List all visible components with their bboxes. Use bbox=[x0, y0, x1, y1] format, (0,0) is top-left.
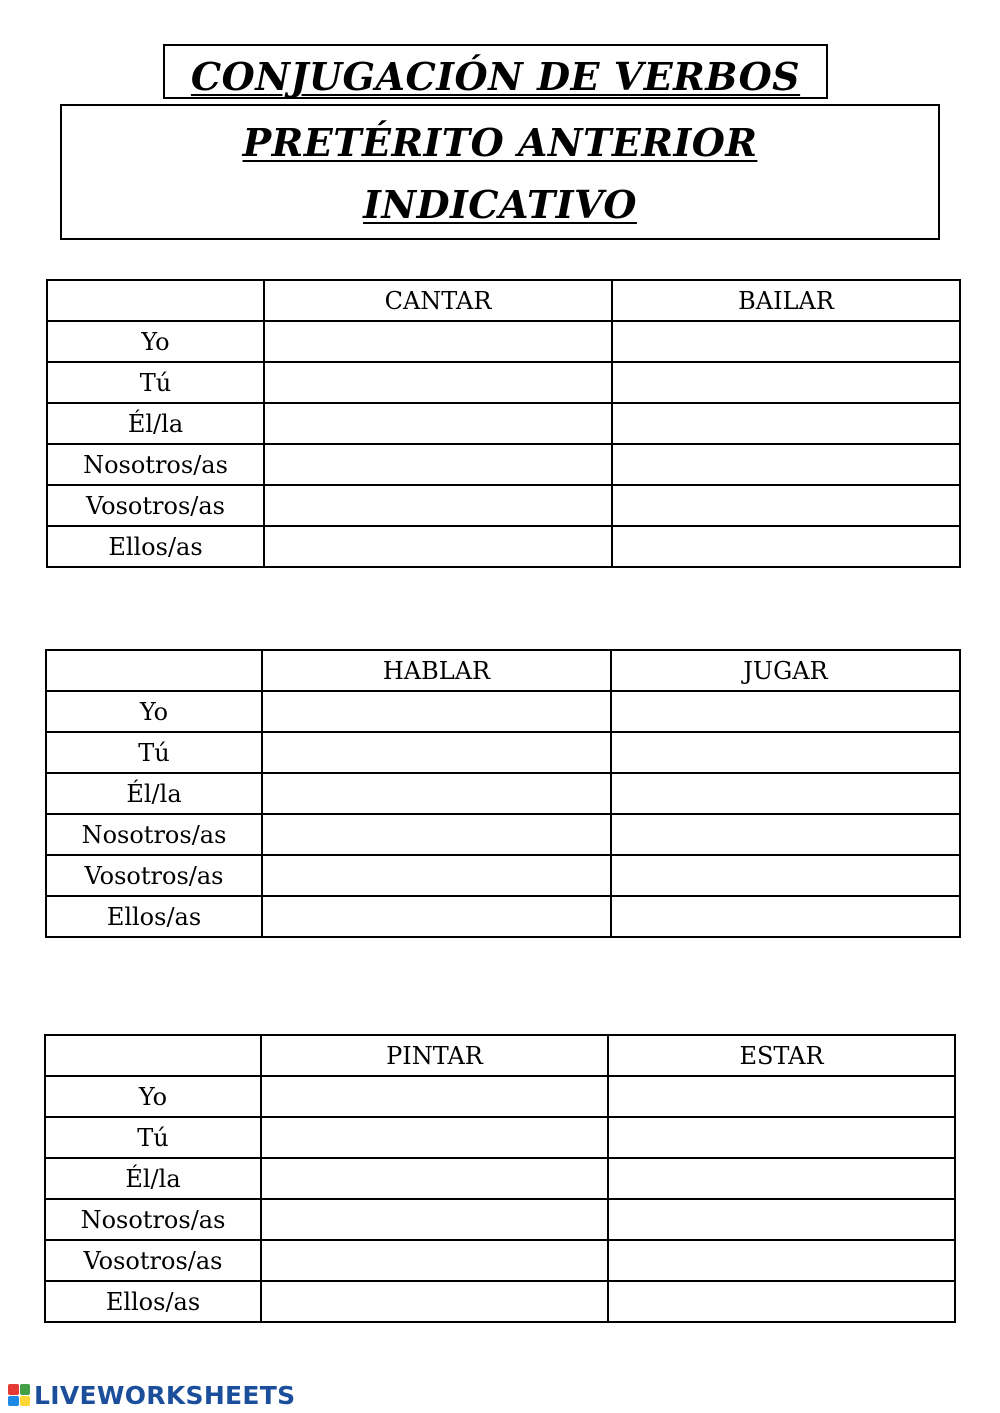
pronoun-label: Nosotros/as bbox=[45, 1199, 261, 1240]
table-row bbox=[46, 773, 960, 814]
header-empty-cell bbox=[45, 1035, 261, 1076]
answer-cell[interactable] bbox=[612, 321, 960, 362]
logo-square bbox=[20, 1384, 31, 1395]
tense-name: PRETÉRITO ANTERIOR bbox=[242, 120, 758, 165]
tense-title-box bbox=[60, 104, 940, 240]
pronoun-label: Él/la bbox=[47, 403, 264, 444]
pronoun-label: Yo bbox=[45, 1076, 261, 1117]
pronoun-label: Vosotros/as bbox=[47, 485, 264, 526]
table-header-row bbox=[46, 650, 960, 691]
answer-cell[interactable] bbox=[608, 1281, 955, 1322]
pronoun-label: Ellos/as bbox=[46, 896, 262, 937]
table-row bbox=[45, 1240, 955, 1281]
pronoun-label: Vosotros/as bbox=[46, 855, 262, 896]
verb-header: JUGAR bbox=[611, 650, 960, 691]
answer-cell[interactable] bbox=[261, 1076, 608, 1117]
answer-cell[interactable] bbox=[611, 855, 960, 896]
answer-cell[interactable] bbox=[608, 1117, 955, 1158]
table-row bbox=[46, 814, 960, 855]
worksheet-title-box bbox=[163, 44, 828, 99]
answer-cell[interactable] bbox=[261, 1199, 608, 1240]
table-row bbox=[45, 1117, 955, 1158]
table-row bbox=[47, 362, 960, 403]
answer-cell[interactable] bbox=[612, 485, 960, 526]
pronoun-label: Él/la bbox=[45, 1158, 261, 1199]
pronoun-label: Ellos/as bbox=[45, 1281, 261, 1322]
table-row bbox=[47, 321, 960, 362]
answer-cell[interactable] bbox=[262, 773, 611, 814]
conjugation-table-2 bbox=[45, 649, 961, 938]
pronoun-label: Yo bbox=[46, 691, 262, 732]
table-row bbox=[45, 1158, 955, 1199]
pronoun-label: Ellos/as bbox=[47, 526, 264, 567]
pronoun-label: Nosotros/as bbox=[46, 814, 262, 855]
answer-cell[interactable] bbox=[608, 1240, 955, 1281]
verb-header: ESTAR bbox=[608, 1035, 955, 1076]
answer-cell[interactable] bbox=[262, 691, 611, 732]
pronoun-label: Tú bbox=[45, 1117, 261, 1158]
conjugation-table-3 bbox=[44, 1034, 956, 1323]
table-row bbox=[46, 855, 960, 896]
answer-cell[interactable] bbox=[611, 691, 960, 732]
table-row bbox=[46, 896, 960, 937]
table-row bbox=[47, 444, 960, 485]
pronoun-label: Yo bbox=[47, 321, 264, 362]
verb-header: PINTAR bbox=[261, 1035, 608, 1076]
table-row bbox=[45, 1076, 955, 1117]
table-row bbox=[47, 403, 960, 444]
answer-cell[interactable] bbox=[262, 896, 611, 937]
answer-cell[interactable] bbox=[611, 896, 960, 937]
table-header-row bbox=[47, 280, 960, 321]
logo-square bbox=[8, 1396, 19, 1407]
answer-cell[interactable] bbox=[262, 732, 611, 773]
table-row bbox=[45, 1281, 955, 1322]
pronoun-label: Él/la bbox=[46, 773, 262, 814]
conjugation-table-1 bbox=[46, 279, 961, 568]
answer-cell[interactable] bbox=[264, 485, 612, 526]
answer-cell[interactable] bbox=[264, 362, 612, 403]
answer-cell[interactable] bbox=[608, 1199, 955, 1240]
pronoun-label: Tú bbox=[46, 732, 262, 773]
verb-header: CANTAR bbox=[264, 280, 612, 321]
answer-cell[interactable] bbox=[261, 1281, 608, 1322]
answer-cell[interactable] bbox=[608, 1158, 955, 1199]
header-empty-cell bbox=[46, 650, 262, 691]
liveworksheets-logo-icon bbox=[8, 1384, 30, 1406]
pronoun-label: Nosotros/as bbox=[47, 444, 264, 485]
answer-cell[interactable] bbox=[612, 403, 960, 444]
answer-cell[interactable] bbox=[612, 526, 960, 567]
pronoun-label: Vosotros/as bbox=[45, 1240, 261, 1281]
answer-cell[interactable] bbox=[608, 1076, 955, 1117]
table-row bbox=[46, 691, 960, 732]
answer-cell[interactable] bbox=[261, 1158, 608, 1199]
answer-cell[interactable] bbox=[611, 732, 960, 773]
answer-cell[interactable] bbox=[264, 403, 612, 444]
answer-cell[interactable] bbox=[612, 444, 960, 485]
answer-cell[interactable] bbox=[611, 814, 960, 855]
answer-cell[interactable] bbox=[264, 321, 612, 362]
table-row bbox=[46, 732, 960, 773]
brand-name: LIVEWORKSHEETS bbox=[34, 1380, 296, 1410]
answer-cell[interactable] bbox=[264, 526, 612, 567]
answer-cell[interactable] bbox=[261, 1240, 608, 1281]
footer-branding bbox=[8, 1380, 295, 1410]
answer-cell[interactable] bbox=[262, 855, 611, 896]
table-row bbox=[47, 485, 960, 526]
answer-cell[interactable] bbox=[264, 444, 612, 485]
logo-square bbox=[20, 1396, 31, 1407]
verb-header: BAILAR bbox=[612, 280, 960, 321]
worksheet-title: CONJUGACIÓN DE VERBOS bbox=[190, 54, 801, 99]
table-header-row bbox=[45, 1035, 955, 1076]
answer-cell[interactable] bbox=[261, 1117, 608, 1158]
verb-header: HABLAR bbox=[262, 650, 611, 691]
mood-name: INDICATIVO bbox=[363, 182, 637, 227]
pronoun-label: Tú bbox=[47, 362, 264, 403]
answer-cell[interactable] bbox=[612, 362, 960, 403]
answer-cell[interactable] bbox=[611, 773, 960, 814]
logo-square bbox=[8, 1384, 19, 1395]
header-empty-cell bbox=[47, 280, 264, 321]
table-row bbox=[45, 1199, 955, 1240]
answer-cell[interactable] bbox=[262, 814, 611, 855]
table-row bbox=[47, 526, 960, 567]
